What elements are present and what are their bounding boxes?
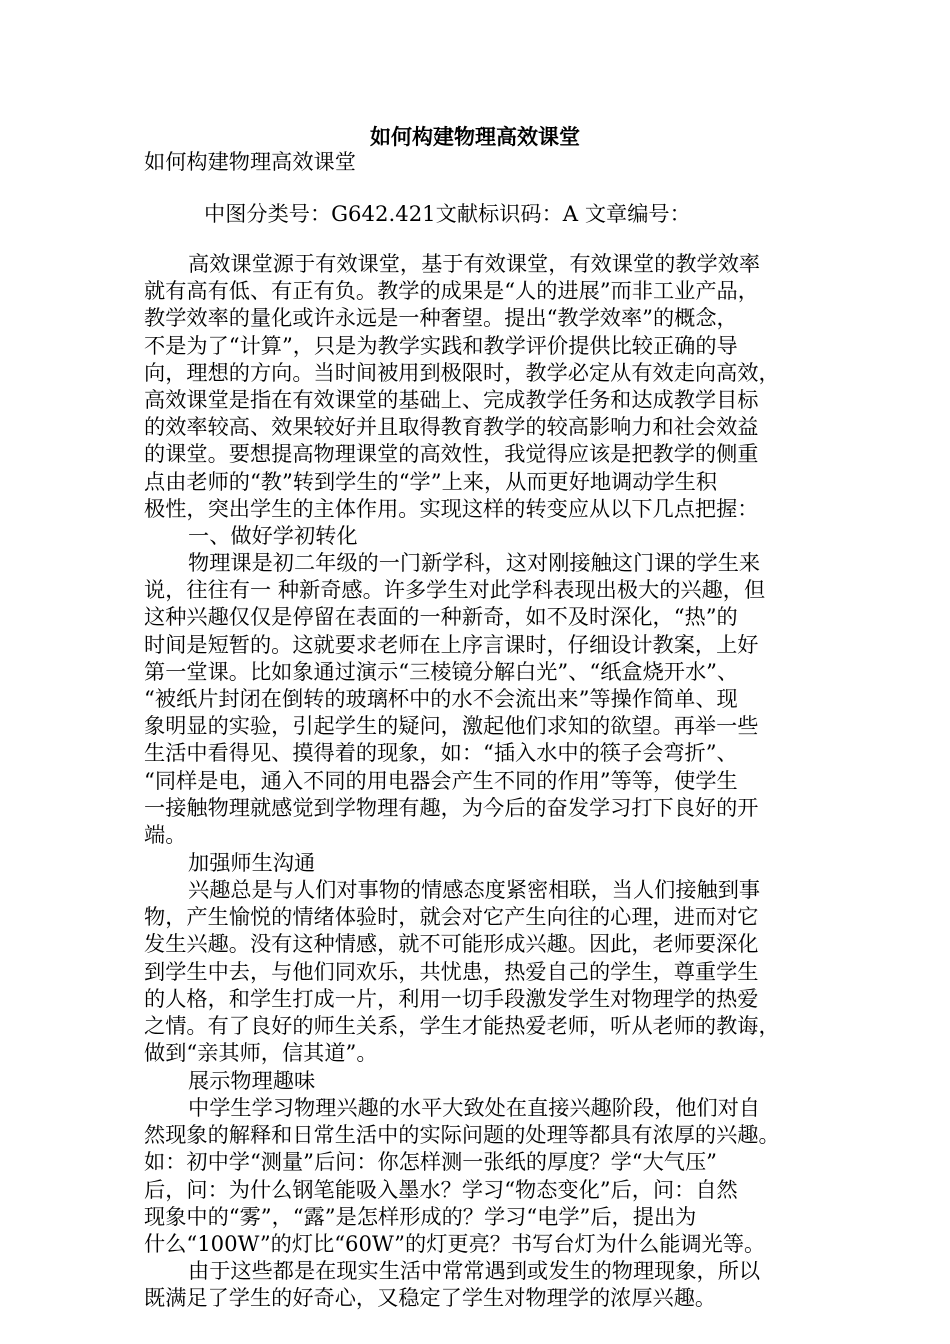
- paragraph-line: 做到“亲其师，信其道”。: [144, 1040, 378, 1066]
- paragraph-line: 的效率较高、效果较好并且取得教育教学的较高影响力和社会效益: [144, 414, 759, 440]
- paragraph-line: 高效课堂是指在有效课堂的基础上、完成教学任务和达成教学目标: [144, 387, 759, 413]
- paragraph-line: 这种兴趣仅仅是停留在表面的一种新奇，如不及时深化，“热”的: [144, 604, 738, 630]
- paragraph-line: 之情。有了良好的师生关系，学生才能热爱老师，听从老师的教诲，: [144, 1013, 780, 1039]
- paragraph-line: 兴趣总是与人们对事物的情感态度紧密相联，当人们接触到事: [188, 877, 761, 902]
- paragraph-line: 的课堂。要想提高物理课堂的高效性，我觉得应该是把教学的侧重: [144, 441, 759, 467]
- section-heading-1: [144, 522, 804, 549]
- paragraph-line: 点由老师的“教”转到学生的“学”上来，从而更好地调动学生积: [144, 468, 718, 494]
- paragraph-communication: [144, 876, 804, 1066]
- document-subtitle: [144, 148, 804, 175]
- section-heading-3: [144, 1067, 804, 1094]
- subtitle-line: 如何构建物理高效课堂: [144, 149, 356, 174]
- paragraph-line: 既满足了学生的好奇心，又稳定了学生对物理学的浓厚兴趣。: [144, 1285, 717, 1311]
- paragraph-line: 由于这些都是在现实生活中常常遇到或发生的物理现象，所以: [188, 1258, 761, 1283]
- paragraph-line: 到学生中去，与他们同欢乐，共忧患，热爱自己的学生，尊重学生: [144, 958, 759, 984]
- paragraph-line: 一接触物理就感觉到学物理有趣，为今后的奋发学习打下良好的开: [144, 794, 759, 820]
- paragraph-line: 然现象的解释和日常生活中的实际问题的处理等都具有浓厚的兴趣。: [144, 1122, 780, 1148]
- paragraph-line: 生活中看得见、摸得着的现象，如：“插入水中的筷子会弯折”、: [144, 740, 738, 766]
- meta-line: 中图分类号：G642.421文献标识码：A 文章编号：: [204, 201, 691, 226]
- paragraph-line: 极性，突出学生的主体作用。实现这样的转变应从以下几点把握：: [144, 495, 759, 521]
- paragraph-line: 第一堂课。比如象通过演示“三棱镜分解白光”、“纸盒烧开水”、: [144, 658, 739, 684]
- paragraph-line: 中学生学习物理兴趣的水平大致处在直接兴趣阶段，他们对自: [188, 1095, 761, 1120]
- paragraph-line: 发生兴趣。没有这种情感，就不可能形成兴趣。因此，老师要深化: [144, 931, 759, 957]
- paragraph-line: 什么“100W”的灯比“60W”的灯更亮？书写台灯为什么能调光等。: [144, 1231, 766, 1257]
- paragraph-conclusion: [144, 1257, 804, 1311]
- paragraph-line: 时间是短暂的。这就要求老师在上序言课时，仔细设计教案，上好: [144, 631, 759, 657]
- paragraph-line: 后，问：为什么钢笔能吸入墨水？学习“物态变化”后，问：自然: [144, 1176, 738, 1202]
- paragraph-line: 现象中的“雾”，“露”是怎样形成的？学习“电学”后，提出为: [144, 1203, 697, 1229]
- paragraph-line: 端。: [144, 822, 187, 848]
- paragraph-transition: [144, 549, 804, 848]
- paragraph-line: 教学效率的量化或许永远是一种奢望。提出“教学效率”的概念，: [144, 305, 738, 331]
- paragraph-line: “被纸片封闭在倒转的玻璃杯中的水不会流出来”等操作简单、现: [144, 686, 738, 712]
- paragraph-line: “同样是电，通入不同的用电器会产生不同的作用”等等，使学生: [144, 767, 738, 793]
- paragraph-interest: [144, 1094, 804, 1257]
- classification-meta: [204, 200, 864, 227]
- paragraph-line: 的人格，和学生打成一片，利用一切手段激发学生对物理学的热爱: [144, 985, 759, 1011]
- document-title: 如何构建物理高效课堂: [370, 124, 580, 149]
- paragraph-line: 物理课是初二年级的一门新学科，这对刚接触这门课的学生来: [188, 550, 761, 575]
- paragraph-line: 就有高有低、有正有负。教学的成果是“人的进展”而非工业产品，: [144, 278, 759, 304]
- section-heading: 一、做好学初转化: [188, 523, 358, 548]
- paragraph-line: 如：初中学“测量”后问：你怎样测一张纸的厚度？学“大气压”: [144, 1149, 718, 1175]
- paragraph-line: 高效课堂源于有效课堂，基于有效课堂，有效课堂的教学效率: [188, 251, 761, 276]
- paragraph-line: 不是为了“计算”，只是为教学实践和教学评价提供比较正确的导: [144, 332, 738, 358]
- section-heading: 展示物理趣味: [188, 1068, 316, 1093]
- paragraph-line: 向，理想的方向。当时间被用到极限时，教学必定从有效走向高效，: [144, 359, 780, 385]
- paragraph-line: 物，产生愉悦的情绪体验时，就会对它产生向往的心理，进而对它: [144, 904, 759, 930]
- paragraph-line: 说，往往有一 种新奇感。许多学生对此学科表现出极大的兴趣，但: [144, 577, 766, 603]
- paragraph-intro: [144, 250, 804, 522]
- section-heading-2: [144, 849, 804, 876]
- section-heading: 加强师生沟通: [188, 850, 316, 875]
- paragraph-line: 象明显的实验，引起学生的疑问，激起他们求知的欲望。再举一些: [144, 713, 759, 739]
